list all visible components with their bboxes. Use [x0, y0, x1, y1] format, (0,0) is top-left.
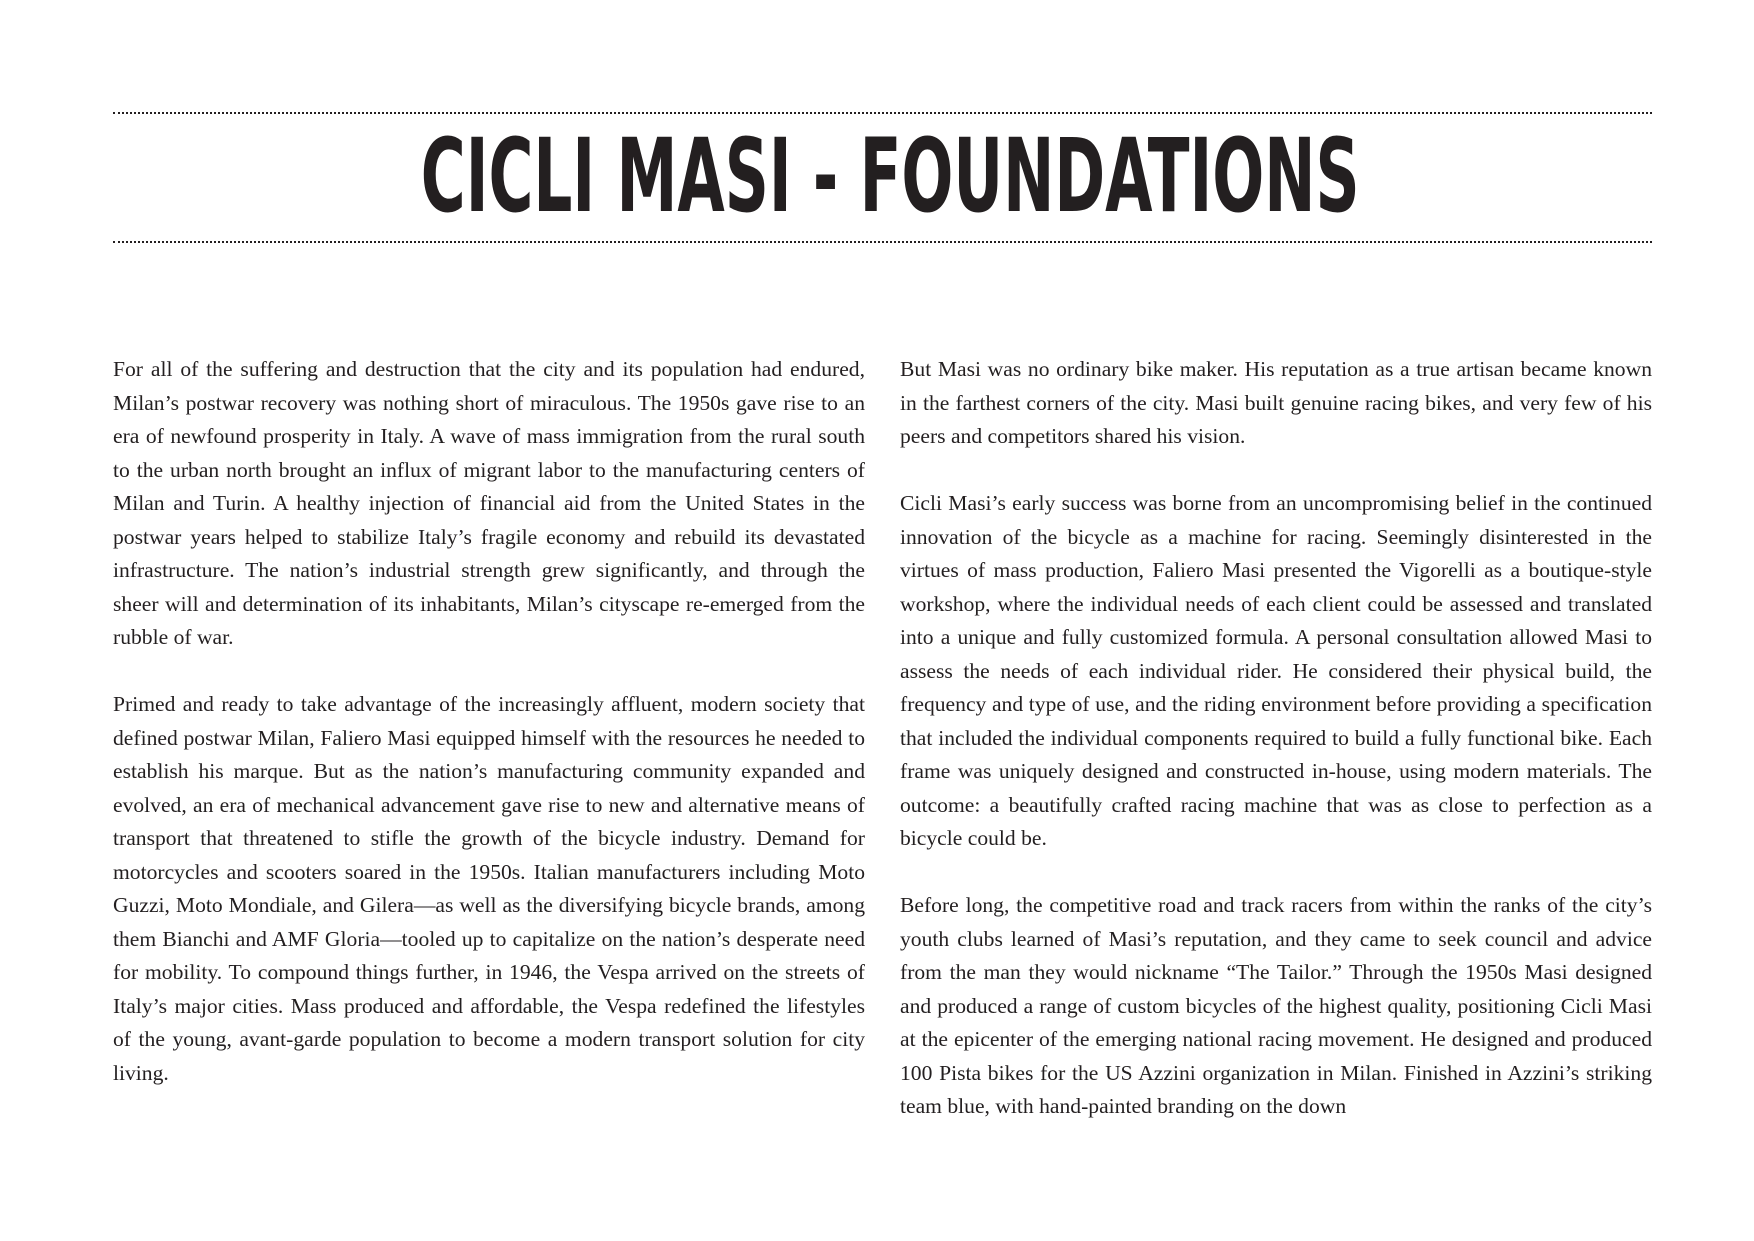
right-text-column	[900, 353, 1652, 1124]
paragraph: Primed and ready to take advantage of the increasingly affluent, modern society that defined postwar Milan, Faliero Masi equipped himself with the resources he needed to establish his marque. But as the nation’s manufacturing community expanded and evolved, an era of mechanical advancement gave rise to new and alternative means of transport that threatened to stifle the growth of the bicycle industry. Demand for motorcycles and scooters soared in the 1950s. Italian manufacturers including Moto Guzzi, Moto Mondiale, and Gilera—as well as the diversifying bicycle brands, among them Bianchi and AMF Gloria—tooled up to capitalize on the nation’s desperate need for mobility. To compound things further, in 1946, the Vespa arrived on the streets of Italy’s major cities. Mass produced and affordable, the Vespa redefined the lifestyles of the young, avant-garde population to become a modern transport solution for city living.	[113, 692, 865, 1085]
paragraph: For all of the suffering and destruction that the city and its population had endured, Milan’s postwar recovery was nothing short of miraculous. The 1950s gave rise to an era of newfound prosperity in Italy. A wave of mass immigration from the rural south to the urban north brought an influx of migrant labor to the manufacturing centers of Milan and Turin. A healthy injection of financial aid from the United States in the postwar years helped to stabilize Italy’s fragile economy and rebuild its devastated infrastructure. The nation’s industrial strength grew significantly, and through the sheer will and determination of its inhabitants, Milan’s cityscape re-emerged from the rubble of war.	[113, 357, 865, 649]
paragraph: Cicli Masi’s early success was borne from an uncompromising belief in the continued innovation of the bicycle as a machine for racing. Seemingly disinterested in the virtues of mass production, Faliero Masi presented the Vigorelli as a boutique-style workshop, where the individual needs of each client could be assessed and translated into a unique and fully customized formula. A personal consultation allowed Masi to assess the needs of each individual rider. He considered their physical build, the frequency and type of use, and the riding environment before providing a specification that included the individual components required to build a fully functional bike. Each frame was uniquely designed and constructed in-house, using modern materials. The outcome: a beautifully crafted racing machine that was as close to perfection as a bicycle could be.	[900, 491, 1652, 850]
paragraph: But Masi was no ordinary bike maker. His reputation as a true artisan became known in the farthest corners of the city. Masi built genuine racing bikes, and very few of his peers and competitors shared his vision.	[900, 357, 1652, 448]
left-text-column	[113, 353, 865, 1090]
title-top-dotted-rule	[113, 112, 1652, 114]
title-bottom-dotted-rule	[113, 241, 1652, 243]
page-title: CICLI MASI - FOUNDATIONS	[420, 117, 1360, 236]
paragraph: Before long, the competitive road and track racers from within the ranks of the city’s youth clubs learned of Masi’s reputation, and they came to seek council and advice from the man they would nickname “The Tailor.” Through the 1950s Masi designed and produced a range of custom bicycles of the highest quality, positioning Cicli Masi at the epicenter of the emerging national racing movement. He designed and produced 100 Pista bikes for the US Azzini organization in Milan. Finished in Azzini’s striking team blue, with hand-painted branding on the down	[900, 893, 1652, 1118]
